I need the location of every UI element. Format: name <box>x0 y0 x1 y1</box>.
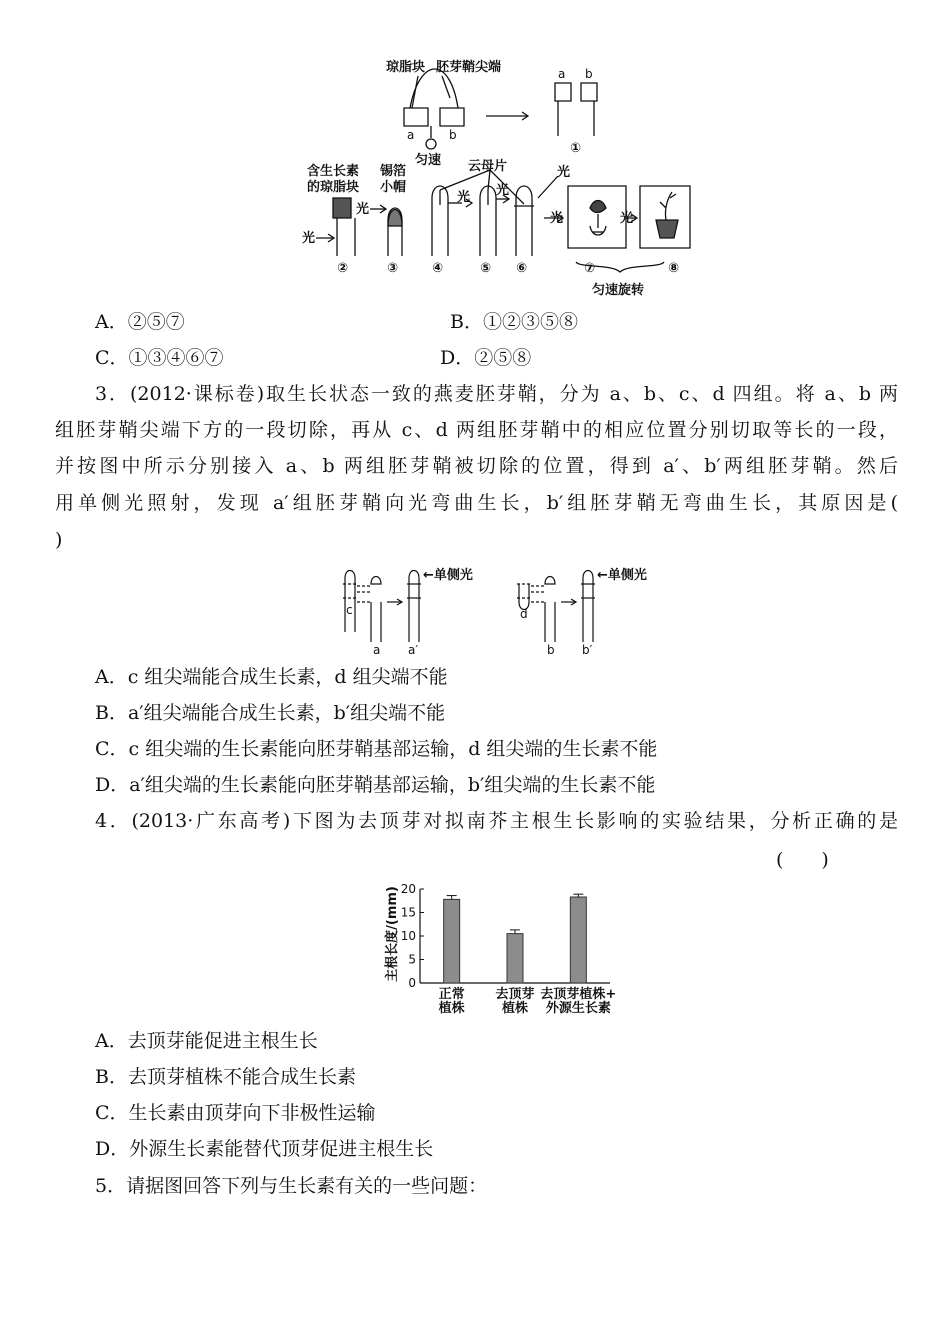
label-agar-auxin-2: 的琼脂块 <box>307 180 360 195</box>
label-light-6: 光 <box>557 165 571 180</box>
chart-y-tick-label: 5 <box>408 952 416 967</box>
num-1: ① <box>570 141 582 156</box>
label-b2: b <box>585 67 593 81</box>
num-7: ⑦ <box>584 261 596 276</box>
chart-category-label: 去顶芽植株+ <box>540 987 617 1002</box>
num-2: ② <box>337 261 349 276</box>
label-mica: 云母片 <box>468 159 508 174</box>
chart-category-label: 外源生长素 <box>545 1001 611 1016</box>
label-a2: a <box>558 67 566 81</box>
q2-option-a[interactable]: A．②⑤⑦ <box>95 311 185 333</box>
label-agar-auxin-1: 含生长素 <box>307 164 360 179</box>
chart-y-tick-label: 15 <box>400 905 416 920</box>
q3-option-a[interactable]: A．c 组尖端能合成生长素，d 组尖端不能 <box>95 666 448 688</box>
chart-bar <box>507 934 523 983</box>
chart-ylabel: 主根长度/(mm) <box>385 886 400 982</box>
chart-y-tick-label: 10 <box>400 929 416 943</box>
q4-stem-line1: 4．(2013·广东高考)下图为去顶芽对拟南芥主根生长影响的实验结果，分析正确的是 <box>95 810 898 832</box>
chart-y-tick-label: 0 <box>408 976 416 990</box>
num-5: ⑤ <box>480 261 492 276</box>
label-light-5: 光 <box>457 190 471 205</box>
q5-stem-line1: 5．请据图回答下列与生长素有关的一些问题： <box>95 1175 488 1197</box>
label-light-8: 光 <box>620 211 634 226</box>
q3-stem-line1: 3．(2012·课标卷)取生长状态一致的燕麦胚芽鞘，分为 a、b、c、d 四组。将 a、b 两 <box>95 383 898 405</box>
q3-label-a: a <box>373 643 381 657</box>
label-light-2: 光 <box>302 231 316 246</box>
label-uniform: 匀速 <box>415 153 442 168</box>
q3-light-left: ←单侧光 <box>423 568 473 583</box>
label-tip: 胚芽鞘尖端 <box>436 60 502 75</box>
q2-option-c[interactable]: C．①③④⑥⑦ <box>95 347 224 369</box>
q4-option-b[interactable]: B．去顶芽植株不能合成生长素 <box>95 1066 356 1088</box>
q3-stem-line4: 用单侧光照射，发现 a′组胚芽鞘向光弯曲生长，b′组胚芽鞘无弯曲生长，其原因是( <box>55 492 898 514</box>
q3-light-right: ←单侧光 <box>597 568 647 583</box>
q4-answer-paren: ( ) <box>776 849 829 871</box>
q3-option-b[interactable]: B．a′组尖端能合成生长素，b′组尖端不能 <box>95 702 446 724</box>
label-b: b <box>449 128 457 142</box>
label-foil-1: 锡箔 <box>380 164 407 179</box>
q3-label-d: d <box>520 607 528 621</box>
q4-option-a[interactable]: A．去顶芽能促进主根生长 <box>95 1030 318 1052</box>
q2-option-b[interactable]: B．①②③⑤⑧ <box>450 311 578 333</box>
label-agar: 琼脂块 <box>386 60 426 75</box>
label-light-7: 光 <box>550 211 564 226</box>
chart-category-label: 植株 <box>501 1001 529 1016</box>
figure-coleoptile-setups <box>300 58 700 303</box>
q3-label-a2: a′ <box>408 643 419 657</box>
q4-option-d[interactable]: D．外源生长素能替代顶芽促进主根生长 <box>95 1138 434 1160</box>
q3-option-d[interactable]: D．a′组尖端的生长素能向胚芽鞘基部运输，b′组尖端的生长素不能 <box>95 774 656 796</box>
figure-q3-grafting <box>335 562 665 657</box>
q2-option-d[interactable]: D．②⑤⑧ <box>440 347 532 369</box>
q3-stem-line3: 并按图中所示分别接入 a、b 两组胚芽鞘被切除的位置，得到 a′、b′两组胚芽鞘。然后 <box>55 455 898 477</box>
num-4: ④ <box>432 261 444 276</box>
q3-stem-line5: ) <box>55 529 63 551</box>
label-light-5b: 光 <box>496 183 510 198</box>
chart-root-length <box>378 880 643 1018</box>
q3-label-b: b <box>547 643 555 657</box>
num-8: ⑧ <box>668 261 680 276</box>
q3-label-c: c <box>346 603 353 617</box>
q3-label-b2: b′ <box>582 643 593 657</box>
chart-category-label: 正常 <box>438 987 465 1002</box>
chart-y-tick-label: 20 <box>400 882 416 896</box>
q4-option-c[interactable]: C．生长素由顶芽向下非极性运输 <box>95 1102 376 1124</box>
label-foil-2: 小帽 <box>380 180 407 195</box>
chart-bar <box>444 899 460 983</box>
q3-option-c[interactable]: C．c 组尖端的生长素能向胚芽鞘基部运输，d 组尖端的生长素不能 <box>95 738 658 760</box>
q3-stem-line2: 组胚芽鞘尖端下方的一段切除，再从 c、d 两组胚芽鞘中的相应位置分别切取等长的一段， <box>55 419 898 441</box>
label-rotate: 匀速旋转 <box>592 283 645 298</box>
label-a: a <box>407 128 415 142</box>
num-3: ③ <box>387 261 399 276</box>
chart-category-label: 植株 <box>438 1001 465 1016</box>
num-6: ⑥ <box>516 261 528 276</box>
chart-category-label: 去顶芽 <box>495 987 535 1002</box>
label-light-3: 光 <box>356 202 370 217</box>
chart-bar <box>570 897 586 983</box>
